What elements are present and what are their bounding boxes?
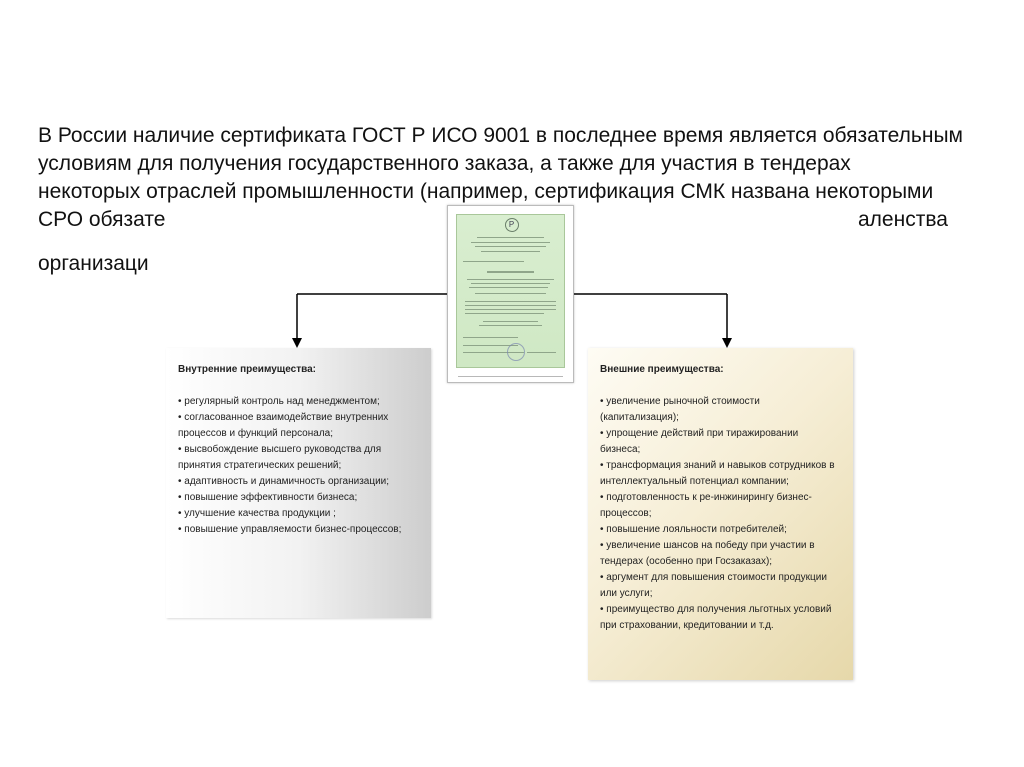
headline-line-1: В России наличие сертификата ГОСТ Р ИСО 9001 в последнее время является обязательным [38, 124, 963, 147]
arrow-down-left-icon [292, 338, 302, 348]
list-item: • повышение лояльности потребителей; [600, 524, 787, 535]
list-item: • увеличение шансов на победу при участии в тендерах (особенно при Госзаказах); [600, 540, 815, 567]
certificate-text-line [477, 237, 544, 238]
list-item: • повышение эффективности бизнеса; [178, 492, 358, 503]
certificate-text-line [475, 293, 546, 294]
certificate-text-line [463, 337, 518, 338]
headline-line-2: условиям для получения государственного заказа, а также для участия в тендерах [38, 152, 851, 175]
internal-advantages-title: Внутренние преимущества: [178, 364, 316, 375]
list-item: • согласованное взаимодействие внутренних процессов и функций персонала; [178, 412, 389, 439]
list-item: • улучшение качества продукции ; [178, 508, 336, 519]
internal-advantages-list [178, 394, 419, 538]
certificate-text-line [465, 309, 556, 310]
certificate-footer-line [458, 376, 563, 377]
certificate-text-line [465, 301, 556, 302]
list-item: • трансформация знаний и навыков сотрудников в интеллектуальный потенциал компании; [600, 460, 835, 487]
certificate-sheet [456, 214, 565, 368]
internal-advantages-panel [166, 348, 431, 618]
list-item: • регулярный контроль над менеджментом; [178, 396, 380, 407]
list-item: • увеличение рыночной стоимости (капитализация); [600, 396, 760, 423]
certificate-text-line [471, 242, 550, 243]
list-item: • повышение управляемости бизнес-процессов; [178, 524, 402, 535]
list-item: • преимущество для получения льготных условий при страховании, кредитовании и т.д. [600, 604, 832, 631]
certificate-text-line [469, 287, 548, 288]
list-item: • аргумент для повышения стоимости продукции или услуги; [600, 572, 827, 599]
certificate-text-line [467, 279, 554, 280]
external-advantages-panel [588, 348, 853, 680]
certificate-text-line [471, 283, 550, 284]
headline-line-4-end: аленства [858, 208, 948, 231]
external-advantages-list [600, 394, 841, 634]
certificate-text-line [481, 251, 540, 252]
headline-line-5: организаци [38, 252, 149, 275]
certificate-text-line [465, 313, 544, 314]
headline-line-3: некоторых отраслей промышленности (например, сертификация СМК названа некоторыми [38, 180, 934, 203]
certificate-text-line [483, 321, 538, 322]
external-advantages-title: Внешние преимущества: [600, 364, 724, 375]
certificate-stamp-icon [507, 343, 525, 361]
certificate-logo-icon: Р [505, 218, 519, 232]
certificate-text-line [475, 246, 546, 247]
list-item: • высвобождение высшего руководства для принятия стратегических решений; [178, 444, 382, 471]
certificate-text-line [463, 261, 524, 262]
certificate-text-line [487, 271, 534, 273]
arrow-down-right-icon [722, 338, 732, 348]
certificate-text-line [527, 352, 556, 353]
certificate-image [447, 205, 574, 383]
headline-line-4-start: СРО обязате [38, 208, 166, 231]
list-item: • подготовленность к ре-инжинирингу бизнес-процессов; [600, 492, 812, 519]
list-item: • упрощение действий при тиражировании бизнеса; [600, 428, 799, 455]
list-item: • адаптивность и динамичность организации; [178, 476, 390, 487]
certificate-text-line [479, 325, 542, 326]
certificate-text-line [465, 305, 556, 306]
